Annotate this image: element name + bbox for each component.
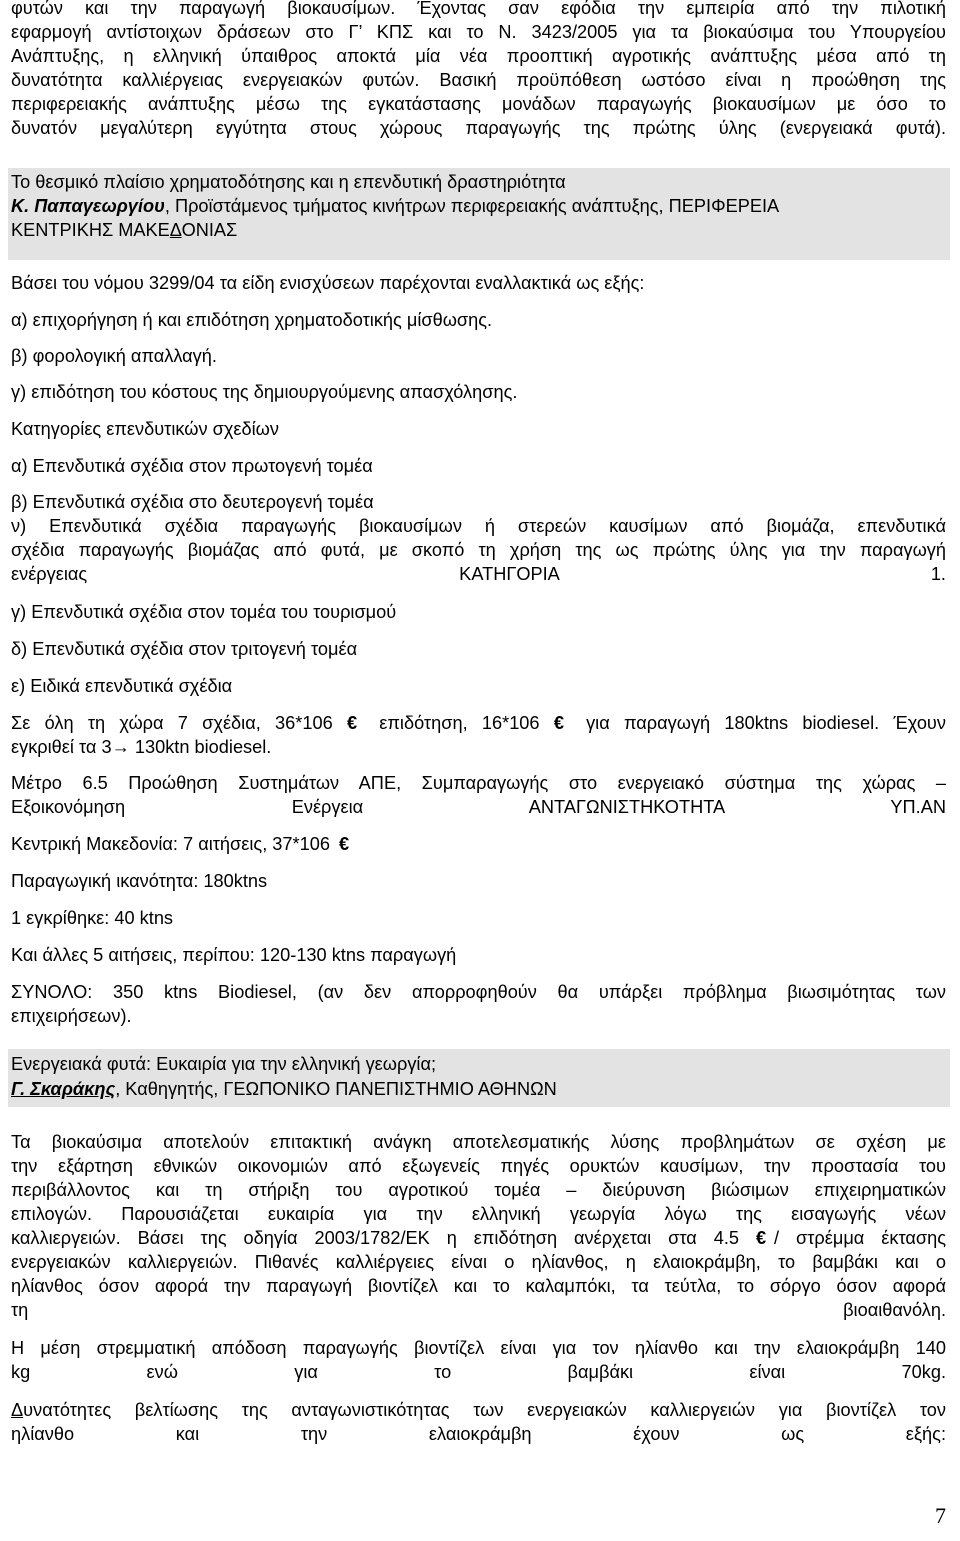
category-item: δ) Επενδυτικά σχέδια στον τριτογενή τομέα [11, 639, 358, 659]
approved: 1 εγκρίθηκε: 40 ktns [11, 908, 174, 928]
section-header-box [8, 168, 950, 260]
biofuels-paragraph: Τα βιοκαύσιμα αποτελούν επιτακτική ανάγκη αποτελεσματικής λύσης προβλημάτων σε σχέση με την εξάρτηση εθνικών οικονομιών από εξωγενείς πηγές ορυκτών καυσίμων, την προστασία του περιβάλλοντος και τη στήριξη του αγροτικού τομέα – διεύρυνση βιώσιμων επιχειρηματικών επιλογών. Παρουσιάζεται ευκαιρία για την ελληνική γεωργία λόγω της εισαγωγής νέων καλλιεργειών. Βάσει της οδηγία 2003/1782/ΕΚ η επιδότηση ανέρχεται στα 4.5 € / στρέμμα έκτασης ενεργειακών καλλιεργειών. Πιθανές καλλιέργειες είναι ο ηλίανθος, η ελαιοκράμβη, το βαμβάκι και ο ηλίανθος όσον αφορά την παραγωγή βιοντίζελ και το καλαμπόκι, τα τεύτλα, το σόργο όσον αφορά τη βιοαιθανόλη. [11, 1132, 946, 1320]
competitiveness-paragraph: Δυνατότητες βελτίωσης της ανταγωνιστικότητας των ενεργειακών καλλιεργειών για βιοντίζελ τον ηλίανθο και την ελαιοκράμβη έχουν ως εξής: [11, 1400, 946, 1444]
section-title: Το θεσμικό πλαίσιο χρηματοδότησης και η επενδυτική δραστηριότητα [11, 172, 566, 192]
country-summary: Σε όλη τη χώρα 7 σχέδια, 36*106 € επιδότηση, 16*106 € για παραγωγή 180ktns biodiesel. Έχουν εγκριθεί τα 3→ 130ktn biodiesel. [11, 713, 946, 757]
intro-line: Ανάπτυξης, η ελληνική ύπαιθρος αποκτά μία νέα προοπτική αγροτικής ανάπτυξης μέσα από τη [11, 46, 946, 66]
speaker-name: Κ. Παπαγεωργίου [11, 196, 165, 216]
intro-line: περιφερειακής ανάπτυξης μέσω της εγκατάστασης μονάδων παραγωγής βιοκαυσίμων με όσο το [11, 94, 946, 114]
euro-icon: € [553, 713, 564, 733]
section-header-box [8, 1049, 950, 1107]
aid-type-item: α) επιχορήγηση ή και επιδότηση χρηματοδοτικής μίσθωσης. [11, 310, 493, 330]
measure-paragraph: Μέτρο 6.5 Προώθηση Συστημάτων ΑΠΕ, Συμπαραγωγής στο ενεργειακό σύστημα της χώρας – Εξοικονόμηση Ενέργεια ΑΝΤΑΓΩΝΙΣΤΗΚΟΤΗΤΑ ΥΠ.ΑΝ [11, 773, 946, 817]
aid-type-item: γ) επιδότηση του κόστους της δημιουργούμενης απασχόλησης. [11, 382, 518, 402]
intro-line: δυνατότητα καλλιέργειας ενεργειακών φυτών. Βασική προϋπόθεση ωστόσο είναι η προώθηση της [11, 70, 946, 90]
category-item: ε) Ειδικά επενδυτικά σχέδια [11, 676, 233, 696]
page-number: 7 [935, 1503, 946, 1528]
total-paragraph: ΣΥΝΟΛΟ: 350 ktns Biodiesel, (αν δεν απορροφηθούν θα υπάρξει πρόβλημα βιωσιμότητας των επιχειρήσεων). [11, 982, 946, 1026]
category-item: β) Επενδυτικά σχέδια στο δευτερογενή τομέα [11, 492, 374, 512]
intro-line: φυτών και την παραγωγή βιοκαυσίμων. Έχοντας σαν εφόδια την εμπειρία από την πιλοτική [11, 0, 946, 18]
cm-applications: Κεντρική Μακεδονία: 7 αιτήσεις, 37*106 € [11, 832, 946, 856]
yield-paragraph: Η μέση στρεμματική απόδοση παραγωγής βιοντίζελ είναι για τον ηλίανθο και την ελαιοκράμβη 140 kg ενώ για το βαμβάκι είναι 70kg. [11, 1338, 946, 1382]
category-item-biofuels: ν) Επενδυτικά σχέδια παραγωγής βιοκαυσίμων ή στερεών καυσίμων από βιομάζα, επενδυτικά σχέδια παραγωγής βιομάζας από φυτά, με σκοπό τη χρήση της ως πρώτης ύλης για την παραγωγή ενέργειας ΚΑΤΗΓΟΡΙΑ 1. [11, 516, 946, 584]
categories-heading: Κατηγορίες επενδυτικών σχεδίων [11, 419, 279, 439]
aid-type-item: β) φορολογική απαλλαγή. [11, 346, 217, 366]
arrow-icon: → [111, 737, 130, 757]
law-intro: Βάσει του νόμου 3299/04 τα είδη ενισχύσεων παρέχονται εναλλακτικά ως εξής: [11, 273, 645, 293]
speaker-name: Γ. Σκαράκης [11, 1079, 116, 1099]
euro-icon: € [346, 713, 358, 733]
other-applications: Και άλλες 5 αιτήσεις, περίπου: 120-130 ktns παραγωγή [11, 945, 457, 965]
category-item: α) Επενδυτικά σχέδια στον πρωτογενή τομέα [11, 456, 373, 476]
section-title: Ενεργειακά φυτά: Ευκαιρία για την ελληνική γεωργία; [11, 1054, 437, 1074]
intro-paragraph [11, 0, 946, 140]
euro-icon: € [338, 834, 350, 854]
speaker-line: Κ. Παπαγεωργίου, Προϊστάμενος τμήματος κινήτρων περιφερειακής ανάπτυξης, ΠΕΡΙΦΕΡΕΙΑ ΚΕΝΤΡΙΚΗΣ ΜΑΚΕΔΟΝΙΑΣ [11, 196, 780, 240]
euro-icon: € [755, 1228, 767, 1248]
capacity: Παραγωγική ικανότητα: 180ktns [11, 871, 268, 891]
intro-line: δυνατόν μεγαλύτερη εγγύτητα στους χώρους παραγωγής της πρώτης ύλης (ενεργειακά φυτά). [11, 118, 946, 138]
category-item: γ) Επενδυτικά σχέδια στον τομέα του τουρισμού [11, 602, 397, 622]
speaker-line [11, 1077, 946, 1101]
intro-line: εφαρμογή αντίστοιχων δράσεων στο Γ’ ΚΠΣ και το Ν. 3423/2005 για τα βιοκαύσιμα του Υπουργείου [11, 22, 946, 42]
speaker-role: , Προϊστάμενος τμήματος κινήτρων περιφερειακής ανάπτυξης, ΠΕΡΙΦΕΡΕΙΑ [164, 196, 780, 216]
speaker-role: , Καθηγητής, ΓΕΩΠΟΝΙΚΟ ΠΑΝΕΠΙΣΤΗΜΙΟ ΑΘΗΝΩΝ [115, 1079, 557, 1099]
